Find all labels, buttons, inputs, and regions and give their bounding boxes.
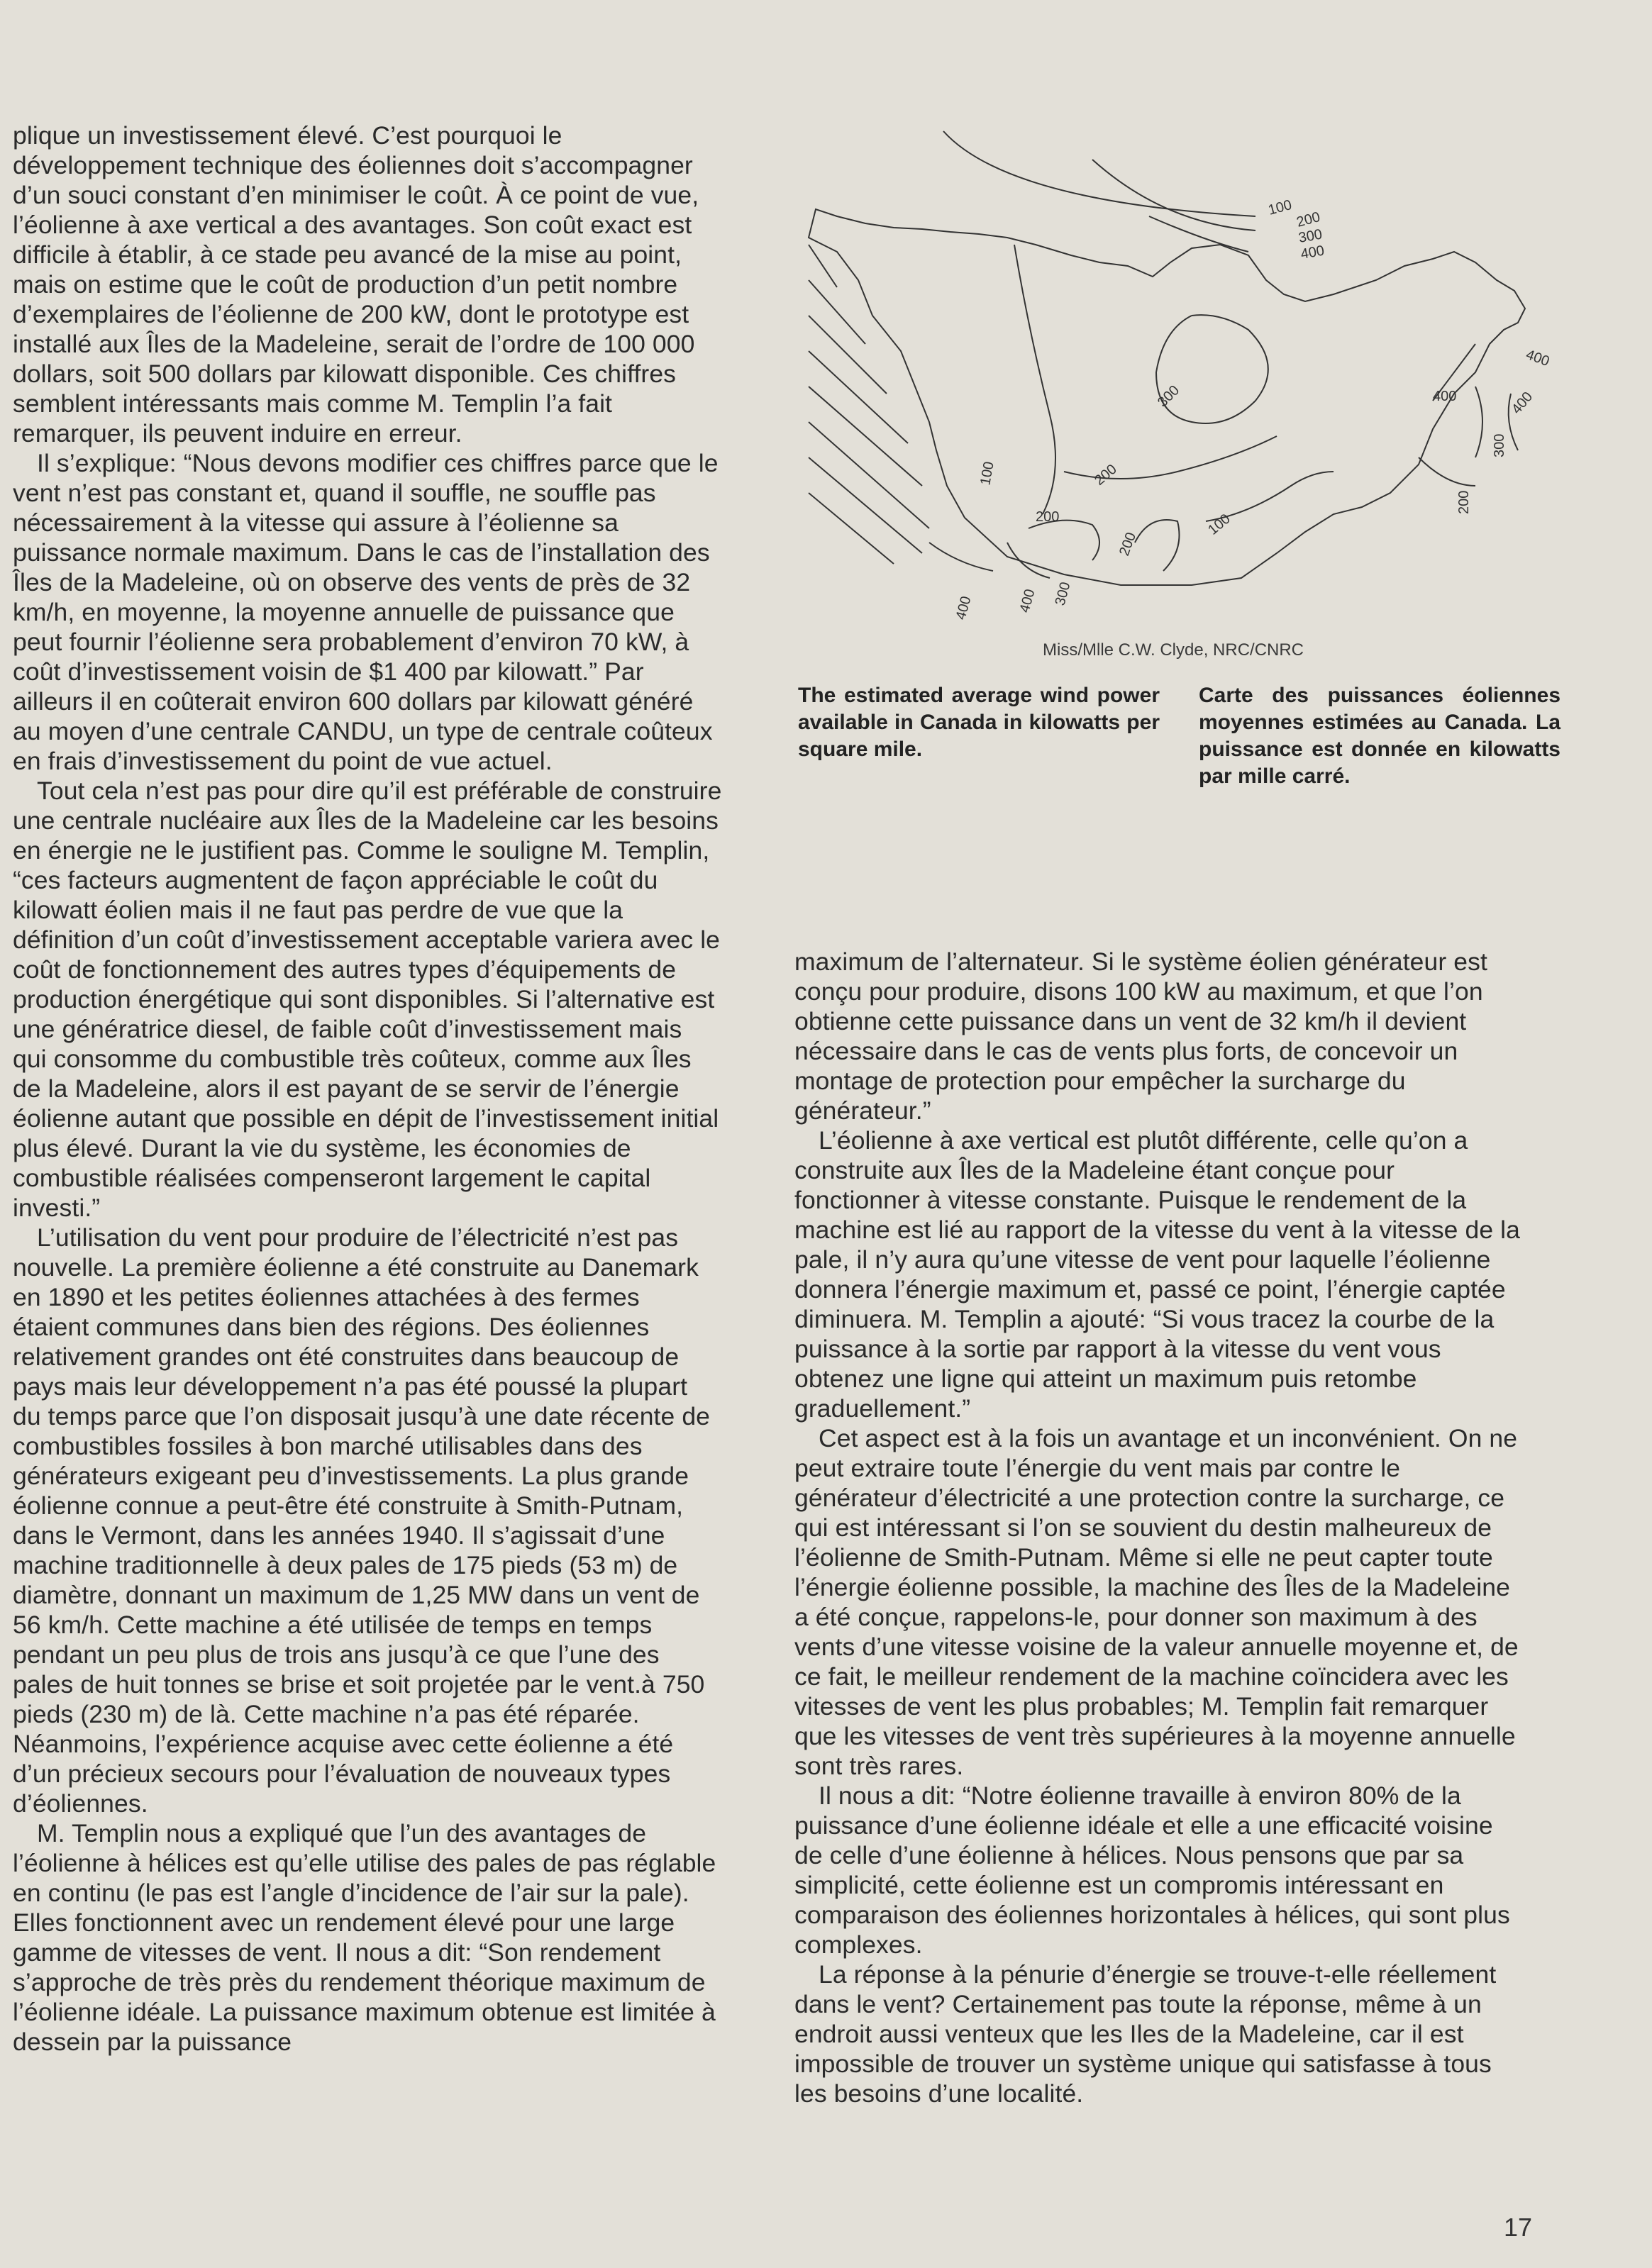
paragraph: Il s’explique: “Nous devons modifier ces chiffres parce que le vent n’est pas constant et, quand il souffle, ne souffle pas nécessairement à la vitesse qui assure à l’éolienne sa puissance normale maximum. Dans le cas de l’installation des Îles de la Madeleine, où on observe des vents de près de 32 km/h, en moyenne, la moyenne annuelle de puissance que peut fournir l’éolienne sera probablement d’environ 70 kW, à coût d’investissement voisin de $1 400 par kilowatt.” Par ailleurs il en coûterait environ 600 dollars par kilowatt généré au moyen d’une centrale CANDU, un type de centrale coûteux en frais d’investissement du point de vue actuel. — [13, 449, 719, 775]
contour-label: 200 — [1116, 530, 1140, 558]
contour-line — [1156, 315, 1268, 423]
contour-label: 300 — [1052, 580, 1074, 608]
right-text-column — [794, 947, 1525, 2108]
contour-label: 400 — [1016, 587, 1038, 615]
contour-line — [1014, 245, 1055, 514]
hatch-line — [809, 493, 894, 564]
contour-label: 400 — [1433, 389, 1457, 404]
contour-line — [943, 131, 1255, 216]
figure-caption-english: The estimated average wind power available in Canada in kilowatts per square mile. — [798, 684, 1160, 761]
contour-label: 300 — [1297, 226, 1324, 246]
contour-label: 100 — [1205, 511, 1234, 538]
paragraph: Cet aspect est à la fois un avantage et un inconvénient. On ne peut extraire toute l’énergie du vent mais par contre le générateur d’électricité a une protection contre la surcharge, ce qui est intéressant si l’on se souvient du destin malheureux de l’éolienne de Smith-Putnam. Même si elle ne peut capter toute l’énergie éolienne possible, la machine des Îles de la Madeleine a été conçue, rappelons-le, pour donner son maximum à des vents d’une vitesse voisine de la valeur annuelle moyenne et, de ce fait, le meilleur rendement de la machine coïncidera avec les vitesses de vent les plus probables; M. Templin fait remarquer que les vitesses de vent très supérieures à la moyenne annuelle sont très rares. — [794, 1424, 1519, 1780]
paragraph: M. Templin nous a expliqué que l’un des avantages de l’éolienne à hélices est qu’elle utilise des pales de pas réglable en continu (le pas est l’angle d’incidence de l’air sur la pale). Elles fonctionnent avec un rendement élevé pour une large gamme de vitesses de vent. Il nous a dit: “Son rendement s’approche de très près du rendement théorique maximum de l’éolienne idéale. La puissance maximum obtenue est limitée à dessein par la puissance — [13, 1819, 716, 2056]
paragraph: L’utilisation du vent pour produire de l’électricité n’est pas nouvelle. La première éolienne a été construite au Danemark en 1890 et les petites éoliennes attachées à des fermes étaient communes dans bien des régions. Des éoliennes relativement grandes ont été construites dans beaucoup de pays mais leur développement n’a pas été poussé la plupart du temps parce que l’on disposait jusqu’à une date récente de combustibles fossiles à bon marché utilisables dans des générateurs exigeant peu d’investissements. La plus grande éolienne connue a peut-être été construite à Smith-Putnam, dans le Vermont, dans les années 1940. Il s’agissait d’une machine traditionnelle à deux pales de 175 pieds (53 m) de diamètre, donnant un maximum de 1,25 MW dans un vent de 56 km/h. Cette machine a été utilisée de temps en temps pendant un peu plus de trois ans jusqu’à ce que l’une des pales de huit tonnes se brise et soit projetée par le vent.à 750 pieds (230 m) de là. Cette machine n’a pas été réparée. Néanmoins, l’expérience acquise avec cette éolienne a été d’un précieux secours pour l’évaluation de nouveaux types d’éoliennes. — [13, 1223, 711, 1818]
contour-label: 200 — [1092, 461, 1120, 489]
contour-label: 200 — [1456, 490, 1472, 514]
figure-caption-french: Carte des puissances éoliennes moyennes estimées au Canada. La puissance est donnée en kilowatts par mille carré. — [1199, 684, 1560, 788]
contour-label: 300 — [1492, 433, 1507, 457]
contour-label: 400 — [953, 594, 975, 622]
contour-line — [1007, 543, 1050, 578]
page-number: 17 — [1504, 2213, 1533, 2242]
figure-credit: Miss/Mlle C.W. Clyde, NRC/CNRC — [1043, 640, 1304, 660]
contour-line — [1419, 457, 1475, 486]
contour-label: 300 — [1154, 382, 1183, 411]
contour-label: 200 — [1036, 509, 1060, 525]
contour-line — [1135, 520, 1180, 571]
contour-label: 400 — [1508, 389, 1536, 418]
contour-label: 200 — [1295, 209, 1322, 230]
hatch-line — [809, 316, 887, 394]
contour-line — [1475, 387, 1482, 457]
paragraph: Tout cela n’est pas pour dire qu’il est préférable de construire une centrale nucléaire aux Îles de la Madeleine car les besoins en énergie ne le justifient pas. Comme le souligne M. Templin, “ces facteurs augmentent de façon appréciable le coût du kilowatt éolien mais il ne faut pas perdre de vue que la définition d’un coût d’investissement acceptable variera avec le coût de fonctionnement des autres types d’équipements de production énergétique qui sont disponibles. Si l’alternative est une génératrice diesel, de faible coût d’investissement mais qui consomme du combustible très coûteux, comme aux Îles de la Madeleine, alors il est payant de se servir de l’énergie éolienne autant que possible en dépit de l’investissement initial plus élevé. Durant la vie du système, les économies de combustible réalisées compenseront largement le capital investi.” — [13, 777, 722, 1222]
paragraph: maximum de l’alternateur. Si le système éolien générateur est conçu pour produire, disons 100 kW au maximum, et que l’on obtienne cette puissance dans un vent de 32 km/h il devient nécessaire dans le cas de vents plus forts, de concevoir un montage de protection pour empêcher la surcharge du générateur.” — [794, 947, 1487, 1125]
paragraph: La réponse à la pénurie d’énergie se trouve-t-elle réellement dans le vent? Certainement pas toute la réponse, même à un endroit aussi venteux que les Iles de la Madeleine, car il est impossible de trouver un système unique qui satisfasse à tous les besoins d’une localité. — [794, 1960, 1497, 2108]
contour-line — [929, 543, 993, 571]
contour-label: 400 — [1524, 347, 1552, 370]
hatch-line — [809, 422, 929, 528]
paragraph: L’éolienne à axe vertical est plutôt différente, celle qu’on a construite aux Îles de la Madeleine étant conçue pour fonctionner à vitesse constante. Puisque le rendement de la machine est lié au rapport de la vitesse du vent à la vitesse de la pale, il n’y aura qu’une vitesse de vent pour laquelle l’éolienne donnera l’énergie maximum et, passé ce point, l’énergie captée diminuera. M. Templin a ajouté: “Si vous tracez la courbe de la puissance à la sortie par rapport à la vitesse du vent vous obtenez une ligne qui atteint un maximum puis retombe graduellement.” — [794, 1126, 1520, 1423]
canada-contour-map — [794, 117, 1568, 670]
contour-line — [1029, 521, 1099, 560]
contour-line — [1149, 216, 1248, 252]
wind-power-map — [794, 117, 1568, 670]
paragraph: plique un investissement élevé. C’est pourquoi le développement technique des éoliennes doit s’accompagner d’un souci constant d’en minimiser le coût. À ce point de vue, l’éolienne à axe vertical a des avantages. Son coût exact est difficile à établir, à ce stade peu avancé de la mise au point, mais on estime que le coût de production d’un petit nombre d’exemplaires de l’éolienne de 200 kW, dont le prototype est installé aux Îles de la Madeleine, serait de l’ordre de 100 000 dollars, soit 500 dollars par kilowatt disponible. Ces chiffres semblent intéressants mais comme M. Templin l’a fait remarquer, ils peuvent induire en erreur. — [13, 121, 699, 448]
paragraph: Il nous a dit: “Notre éolienne travaille à environ 80% de la puissance d’une éolienne idéale et elle a une efficacité voisine de celle d’une éolienne à hélices. Nous pensons que par sa simplicité, cette éolienne est un compromis intéressant en comparaison des éoliennes horizontales à hélices, qui sont plus complexes. — [794, 1781, 1510, 1959]
contour-label: 100 — [977, 460, 997, 487]
hatch-line — [809, 245, 837, 287]
contour-line — [1092, 160, 1255, 230]
hatch-line — [809, 280, 865, 344]
contour-label: 100 — [1266, 196, 1294, 218]
contour-label: 400 — [1299, 243, 1326, 262]
left-text-column — [13, 121, 722, 2057]
